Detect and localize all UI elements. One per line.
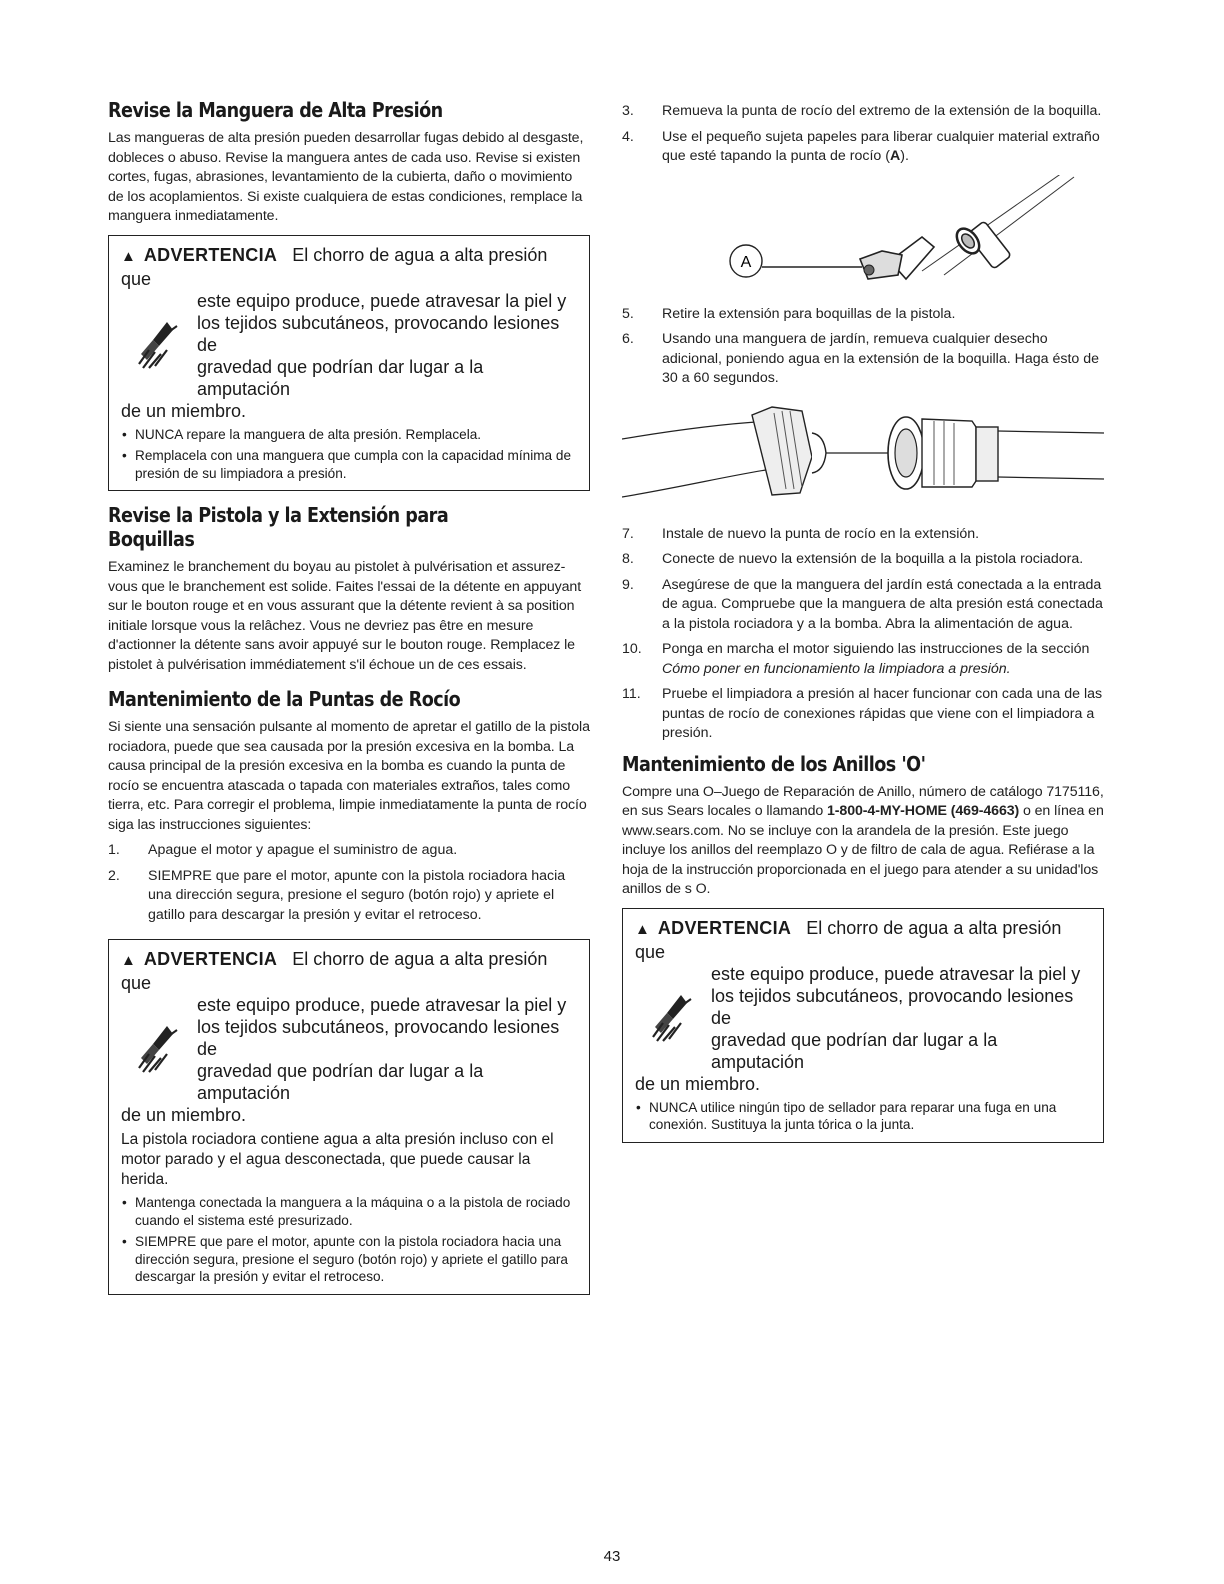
section-title-hose: Revise la Manguera de Alta Presión [108, 98, 443, 122]
warning-line: El chorro de agua a alta presión que [121, 949, 548, 993]
gun-body: Examinez le branchement du boyau au pistolet à pulvérisation et assurez-vous que le branchement est solide. Faites l'essai de la détente en appuyant sur le bouton rouge et en vous assurant que la détente revient à sa position initiale lorsque vous la relâchez. Vous ne devriez pas être en mesure d'actionner la détente sans avoir appuyé sur le bouton rouge. Remplacez le pistolet à pulvérisation immédiatement s'il échoue un de ces essais. [108, 559, 582, 673]
warning-line: este equipo produce, puede atravesar la piel y [197, 995, 567, 1015]
warning-extra-text: La pistola rociadora contiene agua a alta presión incluso con el motor parado y el agua desconectada, que puede causar la herida. [121, 1131, 554, 1188]
warning-line: de un miembro. [121, 400, 247, 421]
warning-bullet: • NUNCA repare la manguera de alta presión. Remplacela. [121, 426, 579, 444]
injection-hazard-icon [121, 994, 197, 1104]
warning-bullet: • SIEMPRE que pare el motor, apunte con la pistola rociadora hacia una dirección segura, presione el seguro (botón rojo) y apriete el gatillo para descargar la presión y evitar el retroceso. [121, 1233, 579, 1286]
warning-bullets [635, 1099, 1093, 1134]
hose-body: Las mangueras de alta presión pueden desarrollar fugas debido al desgaste, dobleces o abuso. Revise la manguera antes de cada uso. Revise si existen cortes, fugas, abrasiones, levantamiento de la cubierta, daño o movimiento de los acoplamientos. Si existe cualquiera de estas condiciones, remplace la manguera inmediatamente. [108, 130, 584, 224]
warning-bullets [121, 1194, 579, 1286]
nozzle-extension-figure [622, 397, 1104, 515]
warning-line: los tejidos subcutáneos, provocando lesiones de [197, 1017, 560, 1059]
tips-body: Si siente una sensación pulsante al momento de apretar el gatillo de la pistola rociadora, puede que sea causada por la presión excesiva en la bomba. La causa principal de la presión excesiva en la bomba es cuando la punta de rocío se encuentra atascada o tapada con materiales extraños, tales como tierra, etc. Para corregir el problema, limpie inmediatamente la punta de rocío siga las instrucciones siguientes: [108, 719, 590, 833]
warning-triangle-icon: ▲ [635, 920, 650, 938]
steps-list-right-c [622, 525, 1104, 744]
step-item: 3. Remueva la punta de rocío del extremo de la extensión de la boquilla. [622, 103, 1102, 119]
figure-callout-label: A [740, 253, 752, 271]
steps-list-left [108, 841, 590, 925]
warning-line: de un miembro. [635, 1073, 761, 1094]
orings-body: Compre una O–Juego de Reparación de Anillo, número de catálogo 7175116, en sus Sears locales o llamando 1-800-4-MY-HOME (469-4663) o en línea en www.sears.com. No se incluye con la arandela de la presión. Este juego incluye los anillos del reemplazo O y de filtro de cala de agua. Refiérase a la hoja de la instrucción proporcionada en el juego para atender a su unidad'los anillos de s O. [622, 783, 1104, 897]
steps-list-right-a [622, 102, 1104, 167]
steps-list-right-b [622, 305, 1104, 389]
warning-label: ADVERTENCIA [143, 244, 278, 265]
warning-triangle-icon: ▲ [121, 952, 136, 969]
spray-tip-figure [622, 175, 1104, 295]
warning-line: gravedad que podrían dar lugar a la amputación [197, 1061, 484, 1103]
warning-line: los tejidos subcutáneos, provocando lesiones de [197, 312, 560, 355]
warning-label: ADVERTENCIA [143, 949, 278, 969]
warning-box-gun [108, 939, 590, 1295]
step-item: 5. Retire la extensión para boquillas de la pistola. [622, 305, 956, 322]
warning-line: gravedad que podrían dar lugar a la amputación [711, 1029, 998, 1072]
section-title-tips: Mantenimiento de la Puntas de Rocío [108, 687, 461, 711]
right-column [622, 102, 1104, 1155]
injection-hazard-icon [635, 963, 711, 1073]
step-item: 1. Apague el motor y apague el suministro de agua. [108, 842, 458, 858]
warning-line: El chorro de agua a alta presión que [635, 917, 1062, 962]
warning-label: ADVERTENCIA [657, 917, 792, 938]
section-title-orings: Mantenimiento de los Anillos 'O' [622, 751, 926, 776]
left-column [108, 98, 590, 1307]
warning-line: de un miembro. [121, 1105, 247, 1125]
step-item: 7. Instale de nuevo la punta de rocío en la extensión. [622, 525, 980, 542]
warning-box-orings [622, 908, 1104, 1143]
warning-header [635, 917, 1093, 963]
warning-header [121, 948, 579, 994]
step-item: 9. Asegúrese de que la manguera del jardín está conectada a la entrada de agua. Compruebe que la manguera de alta presión está conectada a la pistola rociadora y a la bomba. Abra la alimentación de agua. [622, 576, 1103, 632]
warning-line: este equipo produce, puede atravesar la piel y [711, 963, 1081, 984]
warning-bullets [121, 426, 579, 483]
warning-bullet: • NUNCA utilice ningún tipo de sellador para reparar una fuga en una conexión. Sustituya la junta tórica o la junta. [635, 1099, 1093, 1134]
warning-header [121, 244, 579, 290]
support-phone: 1-800-4-MY-HOME (469-4663) [827, 803, 1020, 819]
step-item: 4. Use el pequeño sujeta papeles para liberar cualquier material extraño que esté tapando la punta de rocío (A). [622, 128, 1100, 164]
step-item: 8. Conecte de nuevo la extensión de la boquilla a la pistola rociadora. [622, 551, 1084, 567]
warning-line: gravedad que podrían dar lugar a la amputación [197, 356, 484, 399]
warning-bullet: • Remplacela con una manguera que cumpla con la capacidad mínima de presión de su limpiadora a presión. [121, 447, 579, 482]
step-item: 10. Ponga en marcha el motor siguiendo las instrucciones de la sección Cómo poner en funcionamiento la limpiadora a presión. [622, 641, 1090, 677]
step-item: 11. Pruebe el limpiadora a presión al hacer funcionar con cada una de las puntas de rocío de conexiones rápidas que viene con el limpiadora a presión. [622, 686, 1103, 741]
page-number: 43 [603, 1548, 621, 1565]
warning-line: El chorro de agua a alta presión que [121, 244, 548, 289]
warning-box-hose [108, 235, 590, 492]
injection-hazard-icon [121, 290, 197, 400]
warning-line: los tejidos subcutáneos, provocando lesiones de [711, 985, 1074, 1028]
warning-bullet: • Mantenga conectada la manguera a la máquina o a la pistola de rociado cuando el sistema esté presurizado. [121, 1194, 579, 1229]
step-item: 2. SIEMPRE que pare el motor, apunte con la pistola rociadora hacia una dirección segura, presione el seguro (botón rojo) y apriete el gatillo para descargar la presión y evitar el retroceso. [108, 867, 566, 923]
warning-triangle-icon: ▲ [121, 247, 136, 265]
section-title-gun: Revise la Pistola y la Extensión para Boquillas [108, 503, 449, 551]
step-item: 6. Usando una manguera de jardín, remueva cualquier desecho adicional, poniendo agua en la extensión de la boquilla. Haga ésto de 30 a 60 segundos. [622, 331, 1099, 386]
warning-line: este equipo produce, puede atravesar la piel y [197, 290, 567, 311]
